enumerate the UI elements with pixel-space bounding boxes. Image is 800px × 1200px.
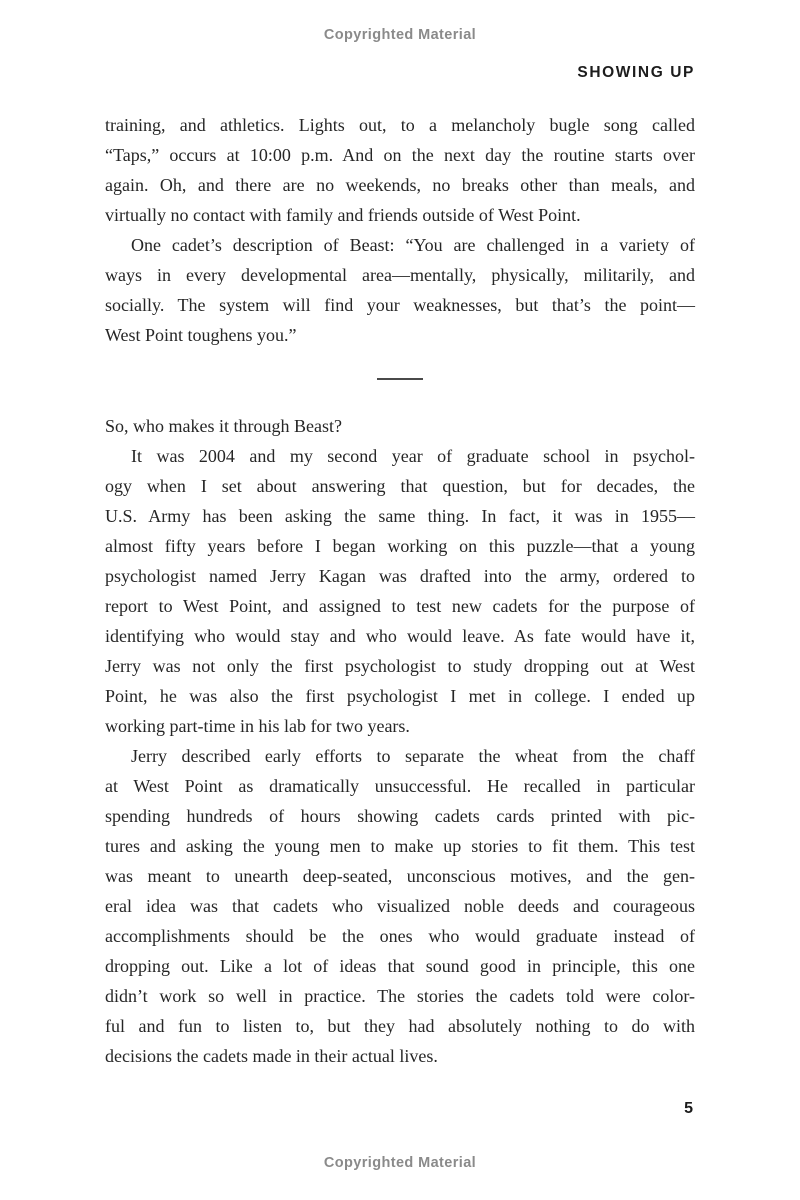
text-line: Point, he was also the first psychologist I met in college. I ended up — [105, 686, 695, 706]
text-line: West Point toughens you.” — [105, 325, 297, 345]
text-line: report to West Point, and assigned to test new cadets for the purpose of — [105, 596, 695, 616]
body-text — [105, 110, 695, 1071]
text-line: psychologist named Jerry Kagan was drafted into the army, ordered to — [105, 566, 695, 586]
copyright-notice-top: Copyrighted Material — [323, 27, 477, 43]
text-line: eral idea was that cadets who visualized noble deeds and courageous — [105, 896, 695, 916]
text-line: working part-time in his lab for two years. — [105, 716, 410, 736]
text-line: spending hundreds of hours showing cadets cards printed with pic- — [105, 806, 695, 826]
text-line: So, who makes it through Beast? — [105, 416, 342, 436]
text-line: almost fifty years before I began working on this puzzle—that a young — [105, 536, 695, 556]
text-line: dropping out. Like a lot of ideas that sound good in principle, this one — [105, 956, 695, 976]
text-line: One cadet’s description of Beast: “You are challenged in a variety of — [131, 235, 695, 255]
chapter-running-header: SHOWING UP — [577, 64, 695, 81]
text-line: decisions the cadets made in their actual lives. — [105, 1046, 438, 1066]
text-line: Jerry was not only the first psychologist to study dropping out at West — [105, 656, 695, 676]
text-line: virtually no contact with family and friends outside of West Point. — [105, 205, 581, 225]
text-line: accomplishments should be the ones who would graduate instead of — [105, 926, 695, 946]
section-divider — [377, 378, 423, 380]
text-line: socially. The system will find your weaknesses, but that’s the point— — [105, 295, 695, 315]
paragraph — [105, 741, 695, 1071]
text-line: Jerry described early efforts to separate the wheat from the chaff — [131, 746, 695, 766]
paragraph — [105, 230, 695, 350]
paragraph — [105, 110, 695, 230]
text-line: ful and fun to listen to, but they had absolutely nothing to do with — [105, 1016, 695, 1036]
text-line: was meant to unearth deep-seated, unconscious motives, and the gen- — [105, 866, 695, 886]
text-line: didn’t work so well in practice. The stories the cadets told were color- — [105, 986, 695, 1006]
text-line: It was 2004 and my second year of graduate school in psychol- — [131, 446, 695, 466]
text-line: “Taps,” occurs at 10:00 p.m. And on the next day the routine starts over — [105, 145, 695, 165]
text-line: identifying who would stay and who would leave. As fate would have it, — [105, 626, 695, 646]
text-line: tures and asking the young men to make up stories to fit them. This test — [105, 836, 695, 856]
page-number: 5 — [684, 1100, 693, 1117]
text-line: ways in every developmental area—mentally, physically, militarily, and — [105, 265, 695, 285]
text-line: training, and athletics. Lights out, to a melancholy bugle song called — [105, 115, 695, 135]
text-line: ogy when I set about answering that question, but for decades, the — [105, 476, 695, 496]
paragraph — [105, 411, 695, 441]
paragraph — [105, 441, 695, 741]
text-line: at West Point as dramatically unsuccessful. He recalled in particular — [105, 776, 695, 796]
copyright-notice-bottom: Copyrighted Material — [323, 1155, 477, 1171]
text-line: U.S. Army has been asking the same thing. In fact, it was in 1955— — [105, 506, 695, 526]
text-line: again. Oh, and there are no weekends, no breaks other than meals, and — [105, 175, 695, 195]
